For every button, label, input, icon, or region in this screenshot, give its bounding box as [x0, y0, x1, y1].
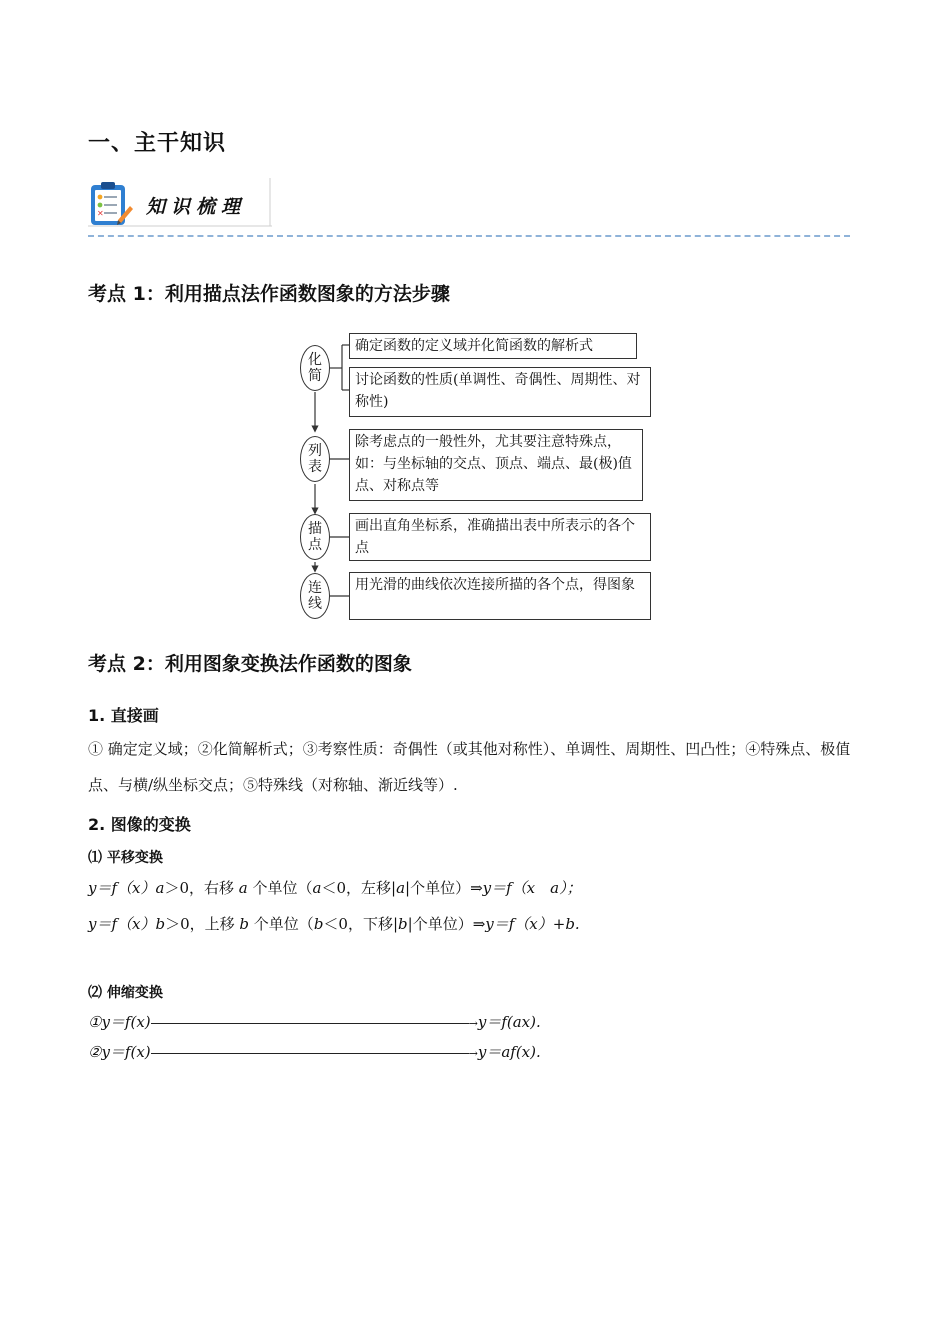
section-divider [88, 235, 850, 237]
text: ＜0，左移| [321, 879, 397, 897]
variable: a [396, 879, 406, 897]
formula: ①y＝f(x) [88, 1013, 151, 1031]
flow-box-axes: 画出直角坐标系，准确描出表中所表示的各个点 [349, 513, 651, 561]
text: |个单位）⇒ [405, 879, 483, 897]
flow-box-properties: 讨论函数的性质(单调性、奇偶性、周期性、对称性) [349, 367, 651, 417]
arrow-right-icon: → [468, 1017, 478, 1030]
translate-line-2 [88, 913, 580, 934]
formula: ②y＝f(x) [88, 1043, 151, 1061]
flow-node-tabulate [300, 436, 330, 482]
clipboard-checklist-icon [88, 180, 134, 228]
flow-box-special-points: 除考虑点的一般性外，尤其要注意特殊点，如：与坐标轴的交点、顶点、端点、最(极)值点、对称点等 [349, 429, 643, 501]
svg-text:✕: ✕ [97, 209, 104, 218]
flow-box-domain: 确定函数的定义域并化简函数的解析式 [349, 333, 637, 359]
point1-title: 考点 1：利用描点法作函数图象的方法步骤 [88, 283, 450, 305]
flow-node-label: 列表 [308, 443, 322, 475]
arrow-right-icon: → [468, 1047, 478, 1060]
formula: y＝f(ax). [477, 1013, 541, 1031]
sub1-text: ① 确定定义域；②化简解析式；③考察性质：奇偶性（或其他对称性）、单调性、周期性、凹凸性；④特殊点、极值点、与横/纵坐标交点；⑤特殊线（对称轴、渐近线等）. [88, 740, 851, 794]
variable: b [398, 915, 408, 933]
formula: y＝f（x）+b. [485, 915, 580, 933]
flow-node-connect [300, 573, 330, 619]
variable: b [239, 915, 250, 933]
stretch-line-2 [88, 1041, 541, 1062]
variable: b [313, 915, 324, 933]
formula: y＝af(x). [477, 1043, 541, 1061]
section-title: 一、主干知识 [88, 131, 227, 156]
formula: y＝f（x a）； [482, 879, 582, 897]
sub2-title: 2. 图像的变换 [88, 815, 191, 834]
stretch-line-1 [88, 1011, 541, 1032]
banner-title: 知识梳理 [146, 196, 247, 218]
text: ＞0，上移 [165, 915, 240, 933]
flowchart [298, 330, 658, 622]
text: ＜0，下移| [323, 915, 399, 933]
variable: a [238, 879, 248, 897]
translate-line-1 [88, 877, 582, 898]
point2-title: 考点 2：利用图象变换法作函数的图象 [88, 653, 412, 675]
flow-node-label: 描点 [308, 521, 322, 553]
variable: a [312, 879, 322, 897]
flow-node-simplify [300, 345, 330, 391]
flow-node-label: 连线 [308, 580, 322, 612]
flow-box-curve: 用光滑的曲线依次连接所描的各个点，得图象 [349, 572, 651, 620]
text: ＞0，右移 [164, 879, 239, 897]
long-arrow-line [151, 1045, 469, 1054]
sub1-title: 1. 直接画 [88, 706, 159, 725]
formula: y＝f（x） [88, 915, 156, 933]
variable: b [155, 915, 166, 933]
variable: a [155, 879, 165, 897]
flow-node-label: 化简 [308, 352, 322, 384]
text: 个单位（ [247, 879, 313, 897]
text: |个单位）⇒ [407, 915, 486, 933]
translate-title: ⑴ 平移变换 [88, 850, 163, 866]
formula: y＝f（x） [88, 879, 156, 897]
stretch-title: ⑵ 伸缩变换 [88, 985, 163, 1001]
flow-node-plot [300, 514, 330, 560]
text: 个单位（ [249, 915, 314, 933]
long-arrow-line [151, 1015, 469, 1024]
